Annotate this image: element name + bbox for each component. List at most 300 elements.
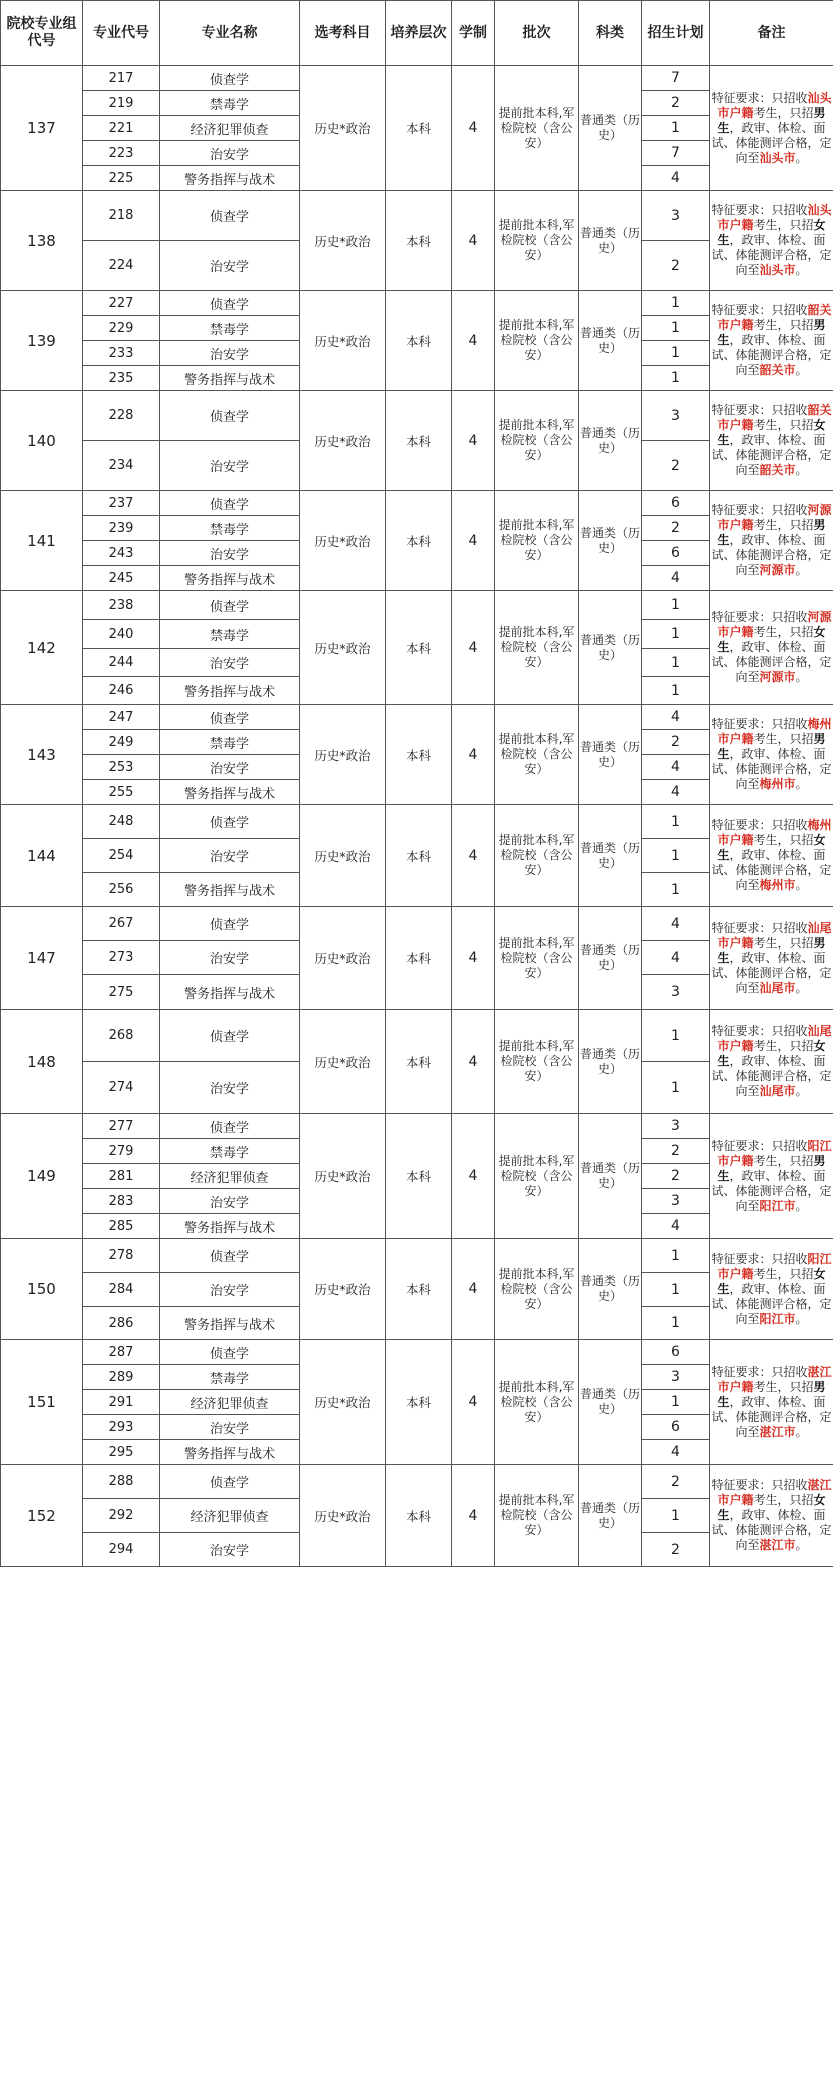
major-name-cell: 治安学 xyxy=(160,1533,300,1567)
level-cell: 本科 xyxy=(386,591,452,705)
major-code-cell: 234 xyxy=(83,441,160,491)
header-group-code: 院校专业组代号 xyxy=(1,1,83,66)
batch-cell: 提前批本科,军检院校（含公安） xyxy=(495,907,579,1010)
subjects-cell: 历史*政治 xyxy=(300,591,386,705)
major-code-cell: 292 xyxy=(83,1499,160,1533)
category-cell: 普通类（历史） xyxy=(579,1465,642,1567)
plan-cell: 4 xyxy=(642,941,710,975)
note-cell xyxy=(710,805,833,907)
plan-cell: 1 xyxy=(642,839,710,873)
note-text: 特征要求：只招收 xyxy=(711,1478,808,1492)
table-row xyxy=(1,907,833,941)
major-name-cell: 警务指挥与战术 xyxy=(160,566,300,591)
major-name-cell: 治安学 xyxy=(160,441,300,491)
group-code-cell: 149 xyxy=(1,1114,83,1239)
major-code-cell: 248 xyxy=(83,805,160,839)
subjects-cell: 历史*政治 xyxy=(300,1010,386,1114)
years-cell: 4 xyxy=(452,491,495,591)
note-text: ，政审、体检、面试、体能测评合格，定向至 xyxy=(711,1054,832,1098)
major-name-cell: 治安学 xyxy=(160,941,300,975)
major-code-cell: 278 xyxy=(83,1239,160,1273)
note-gender: 女生 xyxy=(717,833,826,862)
plan-cell: 1 xyxy=(642,116,710,141)
note-target-city: 汕尾市 xyxy=(759,980,796,995)
major-code-cell: 286 xyxy=(83,1307,160,1340)
subjects-cell: 历史*政治 xyxy=(300,391,386,491)
major-code-cell: 229 xyxy=(83,316,160,341)
note-gender: 男生 xyxy=(717,1379,826,1409)
note-text: 考生，只招 xyxy=(753,518,814,532)
note-text: 。 xyxy=(795,463,808,477)
note-text: 。 xyxy=(795,980,808,995)
group-code-cell: 151 xyxy=(1,1340,83,1465)
note-gender: 男生 xyxy=(717,935,826,965)
major-code-cell: 279 xyxy=(83,1139,160,1164)
note-household-city: 阳江市户籍 xyxy=(717,1251,832,1281)
years-cell: 4 xyxy=(452,705,495,805)
major-name-cell: 禁毒学 xyxy=(160,91,300,116)
plan-cell: 1 xyxy=(642,366,710,391)
header-level: 培养层次 xyxy=(386,1,452,66)
major-code-cell: 244 xyxy=(83,649,160,677)
note-target-city: 阳江市 xyxy=(759,1311,796,1326)
note-text: 考生，只招 xyxy=(753,732,814,746)
category-cell: 普通类（历史） xyxy=(579,1010,642,1114)
major-code-cell: 275 xyxy=(83,975,160,1010)
note-text: 。 xyxy=(795,263,808,277)
plan-cell: 1 xyxy=(642,620,710,649)
note-text: ，政审、体检、面试、体能测评合格，定向至 xyxy=(711,533,832,577)
major-name-cell: 禁毒学 xyxy=(160,1139,300,1164)
major-code-cell: 284 xyxy=(83,1273,160,1307)
plan-cell: 1 xyxy=(642,1273,710,1307)
group-code-cell: 138 xyxy=(1,191,83,291)
years-cell: 4 xyxy=(452,191,495,291)
note-household-city: 河源市户籍 xyxy=(717,610,832,639)
note-household-city: 韶关市户籍 xyxy=(717,403,832,432)
note-text: ，政审、体检、面试、体能测评合格，定向至 xyxy=(711,1168,832,1213)
major-name-cell: 侦查学 xyxy=(160,491,300,516)
level-cell: 本科 xyxy=(386,1340,452,1465)
category-cell: 普通类（历史） xyxy=(579,1239,642,1340)
note-text: 考生，只招 xyxy=(753,935,814,950)
note-text: 考生，只招 xyxy=(753,1379,814,1394)
subjects-cell: 历史*政治 xyxy=(300,1340,386,1465)
plan-cell: 1 xyxy=(642,341,710,366)
note-text: 特征要求：只招收 xyxy=(711,818,808,832)
major-code-cell: 253 xyxy=(83,755,160,780)
level-cell: 本科 xyxy=(386,391,452,491)
years-cell: 4 xyxy=(452,1010,495,1114)
plan-cell: 2 xyxy=(642,1164,710,1189)
plan-cell: 3 xyxy=(642,1189,710,1214)
plan-cell: 1 xyxy=(642,316,710,341)
years-cell: 4 xyxy=(452,1239,495,1340)
note-cell xyxy=(710,191,833,291)
plan-cell: 4 xyxy=(642,166,710,191)
batch-cell: 提前批本科,军检院校（含公安） xyxy=(495,291,579,391)
note-text: 考生，只招 xyxy=(753,1153,814,1168)
plan-cell: 1 xyxy=(642,873,710,907)
note-gender: 男生 xyxy=(717,318,826,347)
major-code-cell: 283 xyxy=(83,1189,160,1214)
note-text: ，政审、体检、面试、体能测评合格，定向至 xyxy=(711,233,832,277)
table-row xyxy=(1,705,833,730)
plan-cell: 3 xyxy=(642,391,710,441)
note-text: 。 xyxy=(795,150,808,165)
major-code-cell: 267 xyxy=(83,907,160,941)
plan-cell: 4 xyxy=(642,1440,710,1465)
note-target-city: 河源市 xyxy=(759,563,796,577)
batch-cell: 提前批本科,军检院校（含公安） xyxy=(495,591,579,705)
plan-cell: 1 xyxy=(642,1239,710,1273)
category-cell: 普通类（历史） xyxy=(579,191,642,291)
note-text: 特征要求：只招收 xyxy=(711,610,808,624)
group-code-cell: 147 xyxy=(1,907,83,1010)
note-text: ，政审、体检、面试、体能测评合格，定向至 xyxy=(711,848,832,892)
years-cell: 4 xyxy=(452,1114,495,1239)
note-text: 。 xyxy=(795,1424,808,1439)
category-cell: 普通类（历史） xyxy=(579,391,642,491)
note-text: 考生，只招 xyxy=(753,418,814,432)
note-cell xyxy=(710,1010,833,1114)
major-code-cell: 245 xyxy=(83,566,160,591)
note-text: ，政审、体检、面试、体能测评合格，定向至 xyxy=(711,747,832,791)
batch-cell: 提前批本科,军检院校（含公安） xyxy=(495,705,579,805)
note-text: 。 xyxy=(795,1538,808,1552)
note-cell xyxy=(710,1340,833,1465)
subjects-cell: 历史*政治 xyxy=(300,66,386,191)
note-household-city: 汕头市户籍 xyxy=(717,90,832,120)
major-code-cell: 228 xyxy=(83,391,160,441)
major-name-cell: 侦查学 xyxy=(160,1239,300,1273)
major-name-cell: 侦查学 xyxy=(160,591,300,620)
plan-cell: 4 xyxy=(642,1214,710,1239)
major-code-cell: 221 xyxy=(83,116,160,141)
note-text: ，政审、体检、面试、体能测评合格，定向至 xyxy=(711,950,832,995)
note-gender: 男生 xyxy=(717,518,826,547)
note-target-city: 湛江市 xyxy=(759,1424,796,1439)
major-code-cell: 249 xyxy=(83,730,160,755)
plan-cell: 2 xyxy=(642,91,710,116)
major-name-cell: 治安学 xyxy=(160,141,300,166)
major-code-cell: 247 xyxy=(83,705,160,730)
plan-cell: 4 xyxy=(642,566,710,591)
major-name-cell: 警务指挥与战术 xyxy=(160,166,300,191)
note-household-city: 梅州市户籍 xyxy=(717,818,832,847)
subjects-cell: 历史*政治 xyxy=(300,291,386,391)
batch-cell: 提前批本科,军检院校（含公安） xyxy=(495,391,579,491)
level-cell: 本科 xyxy=(386,1114,452,1239)
subjects-cell: 历史*政治 xyxy=(300,1239,386,1340)
subjects-cell: 历史*政治 xyxy=(300,907,386,1010)
years-cell: 4 xyxy=(452,291,495,391)
note-text: 。 xyxy=(795,1198,808,1213)
note-gender: 男生 xyxy=(717,732,826,761)
note-text: 。 xyxy=(795,1311,808,1326)
note-text: 。 xyxy=(795,670,808,684)
table-row xyxy=(1,1340,833,1365)
note-cell xyxy=(710,391,833,491)
years-cell: 4 xyxy=(452,1340,495,1465)
header-plan: 招生计划 xyxy=(642,1,710,66)
note-target-city: 河源市 xyxy=(759,670,796,684)
plan-cell: 1 xyxy=(642,1390,710,1415)
major-code-cell: 223 xyxy=(83,141,160,166)
major-code-cell: 254 xyxy=(83,839,160,873)
note-text: 考生，只招 xyxy=(753,833,814,847)
major-name-cell: 警务指挥与战术 xyxy=(160,975,300,1010)
major-name-cell: 治安学 xyxy=(160,341,300,366)
major-name-cell: 侦查学 xyxy=(160,1465,300,1499)
plan-cell: 4 xyxy=(642,705,710,730)
major-code-cell: 218 xyxy=(83,191,160,241)
group-code-cell: 152 xyxy=(1,1465,83,1567)
plan-cell: 3 xyxy=(642,975,710,1010)
note-text: ，政审、体检、面试、体能测评合格，定向至 xyxy=(711,433,832,477)
major-code-cell: 268 xyxy=(83,1010,160,1062)
plan-cell: 1 xyxy=(642,677,710,705)
major-code-cell: 287 xyxy=(83,1340,160,1365)
note-gender: 女生 xyxy=(717,1039,826,1068)
batch-cell: 提前批本科,军检院校（含公安） xyxy=(495,491,579,591)
note-household-city: 汕头市户籍 xyxy=(717,203,832,232)
table-row xyxy=(1,1239,833,1273)
major-code-cell: 294 xyxy=(83,1533,160,1567)
plan-cell: 1 xyxy=(642,291,710,316)
note-text: 特征要求：只招收 xyxy=(711,203,808,217)
major-name-cell: 经济犯罪侦查 xyxy=(160,1164,300,1189)
category-cell: 普通类（历史） xyxy=(579,1114,642,1239)
note-text: ，政审、体检、面试、体能测评合格，定向至 xyxy=(711,1281,832,1326)
level-cell: 本科 xyxy=(386,291,452,391)
major-name-cell: 侦查学 xyxy=(160,907,300,941)
major-name-cell: 治安学 xyxy=(160,649,300,677)
note-target-city: 汕头市 xyxy=(759,150,796,165)
note-text: 特征要求：只招收 xyxy=(711,503,808,517)
note-cell xyxy=(710,705,833,805)
note-gender: 女生 xyxy=(717,625,826,654)
note-text: 考生，只招 xyxy=(753,218,814,232)
plan-cell: 1 xyxy=(642,1499,710,1533)
major-name-cell: 侦查学 xyxy=(160,1340,300,1365)
table-row xyxy=(1,191,833,241)
major-name-cell: 禁毒学 xyxy=(160,1365,300,1390)
major-code-cell: 281 xyxy=(83,1164,160,1189)
level-cell: 本科 xyxy=(386,805,452,907)
subjects-cell: 历史*政治 xyxy=(300,1465,386,1567)
major-name-cell: 警务指挥与战术 xyxy=(160,780,300,805)
note-text: 考生，只招 xyxy=(753,1493,814,1507)
group-code-cell: 143 xyxy=(1,705,83,805)
plan-cell: 3 xyxy=(642,191,710,241)
note-gender: 女生 xyxy=(717,218,826,247)
note-text: 考生，只招 xyxy=(753,1266,814,1281)
major-name-cell: 警务指挥与战术 xyxy=(160,366,300,391)
note-text: ，政审、体检、面试、体能测评合格，定向至 xyxy=(711,640,832,684)
years-cell: 4 xyxy=(452,1465,495,1567)
batch-cell: 提前批本科,军检院校（含公安） xyxy=(495,66,579,191)
note-cell xyxy=(710,291,833,391)
major-name-cell: 侦查学 xyxy=(160,1114,300,1139)
major-name-cell: 警务指挥与战术 xyxy=(160,677,300,705)
plan-cell: 6 xyxy=(642,1415,710,1440)
plan-cell: 1 xyxy=(642,1307,710,1340)
major-name-cell: 警务指挥与战术 xyxy=(160,1307,300,1340)
table-row xyxy=(1,1114,833,1139)
table-row xyxy=(1,291,833,316)
years-cell: 4 xyxy=(452,805,495,907)
major-code-cell: 273 xyxy=(83,941,160,975)
plan-cell: 2 xyxy=(642,241,710,291)
category-cell: 普通类（历史） xyxy=(579,805,642,907)
plan-cell: 6 xyxy=(642,541,710,566)
level-cell: 本科 xyxy=(386,66,452,191)
major-code-cell: 235 xyxy=(83,366,160,391)
plan-cell: 7 xyxy=(642,141,710,166)
plan-cell: 2 xyxy=(642,730,710,755)
note-cell xyxy=(710,1239,833,1340)
major-code-cell: 237 xyxy=(83,491,160,516)
plan-cell: 1 xyxy=(642,1062,710,1114)
header-years: 学制 xyxy=(452,1,495,66)
major-code-cell: 243 xyxy=(83,541,160,566)
group-code-cell: 144 xyxy=(1,805,83,907)
group-code-cell: 150 xyxy=(1,1239,83,1340)
major-code-cell: 293 xyxy=(83,1415,160,1440)
header-note: 备注 xyxy=(710,1,833,66)
major-code-cell: 246 xyxy=(83,677,160,705)
table-row xyxy=(1,805,833,839)
plan-cell: 2 xyxy=(642,516,710,541)
major-name-cell: 经济犯罪侦查 xyxy=(160,1390,300,1415)
major-name-cell: 侦查学 xyxy=(160,191,300,241)
level-cell: 本科 xyxy=(386,1239,452,1340)
group-code-cell: 137 xyxy=(1,66,83,191)
plan-cell: 3 xyxy=(642,1114,710,1139)
major-code-cell: 277 xyxy=(83,1114,160,1139)
level-cell: 本科 xyxy=(386,705,452,805)
level-cell: 本科 xyxy=(386,1465,452,1567)
note-text: 特征要求：只招收 xyxy=(711,1024,808,1038)
note-gender: 男生 xyxy=(717,105,826,135)
major-name-cell: 警务指挥与战术 xyxy=(160,1440,300,1465)
major-code-cell: 288 xyxy=(83,1465,160,1499)
header-major-code: 专业代号 xyxy=(83,1,160,66)
batch-cell: 提前批本科,军检院校（含公安） xyxy=(495,1340,579,1465)
major-name-cell: 侦查学 xyxy=(160,66,300,91)
plan-cell: 4 xyxy=(642,755,710,780)
plan-cell: 1 xyxy=(642,591,710,620)
note-target-city: 阳江市 xyxy=(759,1198,796,1213)
table-header xyxy=(1,1,833,66)
note-target-city: 梅州市 xyxy=(759,878,796,892)
note-text: 特征要求：只招收 xyxy=(711,920,808,935)
major-name-cell: 治安学 xyxy=(160,755,300,780)
plan-cell: 3 xyxy=(642,1365,710,1390)
major-code-cell: 295 xyxy=(83,1440,160,1465)
major-code-cell: 238 xyxy=(83,591,160,620)
major-name-cell: 治安学 xyxy=(160,1273,300,1307)
note-household-city: 梅州市户籍 xyxy=(717,717,832,746)
note-target-city: 梅州市 xyxy=(759,777,796,791)
note-target-city: 韶关市 xyxy=(759,363,796,377)
major-name-cell: 治安学 xyxy=(160,1062,300,1114)
group-code-cell: 141 xyxy=(1,491,83,591)
major-code-cell: 224 xyxy=(83,241,160,291)
header-category: 科类 xyxy=(579,1,642,66)
note-household-city: 湛江市户籍 xyxy=(717,1364,832,1394)
years-cell: 4 xyxy=(452,591,495,705)
note-text: 。 xyxy=(795,363,808,377)
major-name-cell: 治安学 xyxy=(160,1415,300,1440)
note-target-city: 汕头市 xyxy=(759,263,796,277)
subjects-cell: 历史*政治 xyxy=(300,805,386,907)
major-code-cell: 233 xyxy=(83,341,160,366)
note-gender: 男生 xyxy=(717,1153,826,1183)
plan-cell: 6 xyxy=(642,491,710,516)
note-text: 特征要求：只招收 xyxy=(711,1138,808,1153)
note-cell xyxy=(710,1465,833,1567)
table-row xyxy=(1,66,833,91)
major-name-cell: 治安学 xyxy=(160,241,300,291)
group-code-cell: 142 xyxy=(1,591,83,705)
note-household-city: 河源市户籍 xyxy=(717,503,832,532)
plan-cell: 2 xyxy=(642,441,710,491)
note-cell xyxy=(710,907,833,1010)
subjects-cell: 历史*政治 xyxy=(300,1114,386,1239)
note-text: 特征要求：只招收 xyxy=(711,90,808,105)
major-name-cell: 禁毒学 xyxy=(160,620,300,649)
years-cell: 4 xyxy=(452,391,495,491)
note-gender: 女生 xyxy=(717,418,826,447)
category-cell: 普通类（历史） xyxy=(579,66,642,191)
plan-cell: 1 xyxy=(642,649,710,677)
years-cell: 4 xyxy=(452,66,495,191)
note-text: 特征要求：只招收 xyxy=(711,403,808,417)
major-name-cell: 经济犯罪侦查 xyxy=(160,1499,300,1533)
major-name-cell: 禁毒学 xyxy=(160,730,300,755)
note-text: 。 xyxy=(795,777,808,791)
header-batch: 批次 xyxy=(495,1,579,66)
major-code-cell: 285 xyxy=(83,1214,160,1239)
plan-cell: 1 xyxy=(642,1010,710,1062)
major-name-cell: 侦查学 xyxy=(160,391,300,441)
note-text: 特征要求：只招收 xyxy=(711,717,808,731)
major-name-cell: 警务指挥与战术 xyxy=(160,1214,300,1239)
table-row xyxy=(1,1010,833,1062)
note-cell xyxy=(710,591,833,705)
note-target-city: 韶关市 xyxy=(759,463,796,477)
major-name-cell: 侦查学 xyxy=(160,805,300,839)
header-row xyxy=(1,1,833,66)
note-cell xyxy=(710,66,833,191)
batch-cell: 提前批本科,军检院校（含公安） xyxy=(495,805,579,907)
major-code-cell: 289 xyxy=(83,1365,160,1390)
table-row xyxy=(1,1465,833,1499)
category-cell: 普通类（历史） xyxy=(579,705,642,805)
major-code-cell: 239 xyxy=(83,516,160,541)
major-name-cell: 经济犯罪侦查 xyxy=(160,116,300,141)
note-text: 考生，只招 xyxy=(753,1039,814,1053)
major-name-cell: 治安学 xyxy=(160,1189,300,1214)
batch-cell: 提前批本科,军检院校（含公安） xyxy=(495,1010,579,1114)
subjects-cell: 历史*政治 xyxy=(300,191,386,291)
years-cell: 4 xyxy=(452,907,495,1010)
table-row xyxy=(1,491,833,516)
group-code-cell: 148 xyxy=(1,1010,83,1114)
batch-cell: 提前批本科,军检院校（含公安） xyxy=(495,1239,579,1340)
